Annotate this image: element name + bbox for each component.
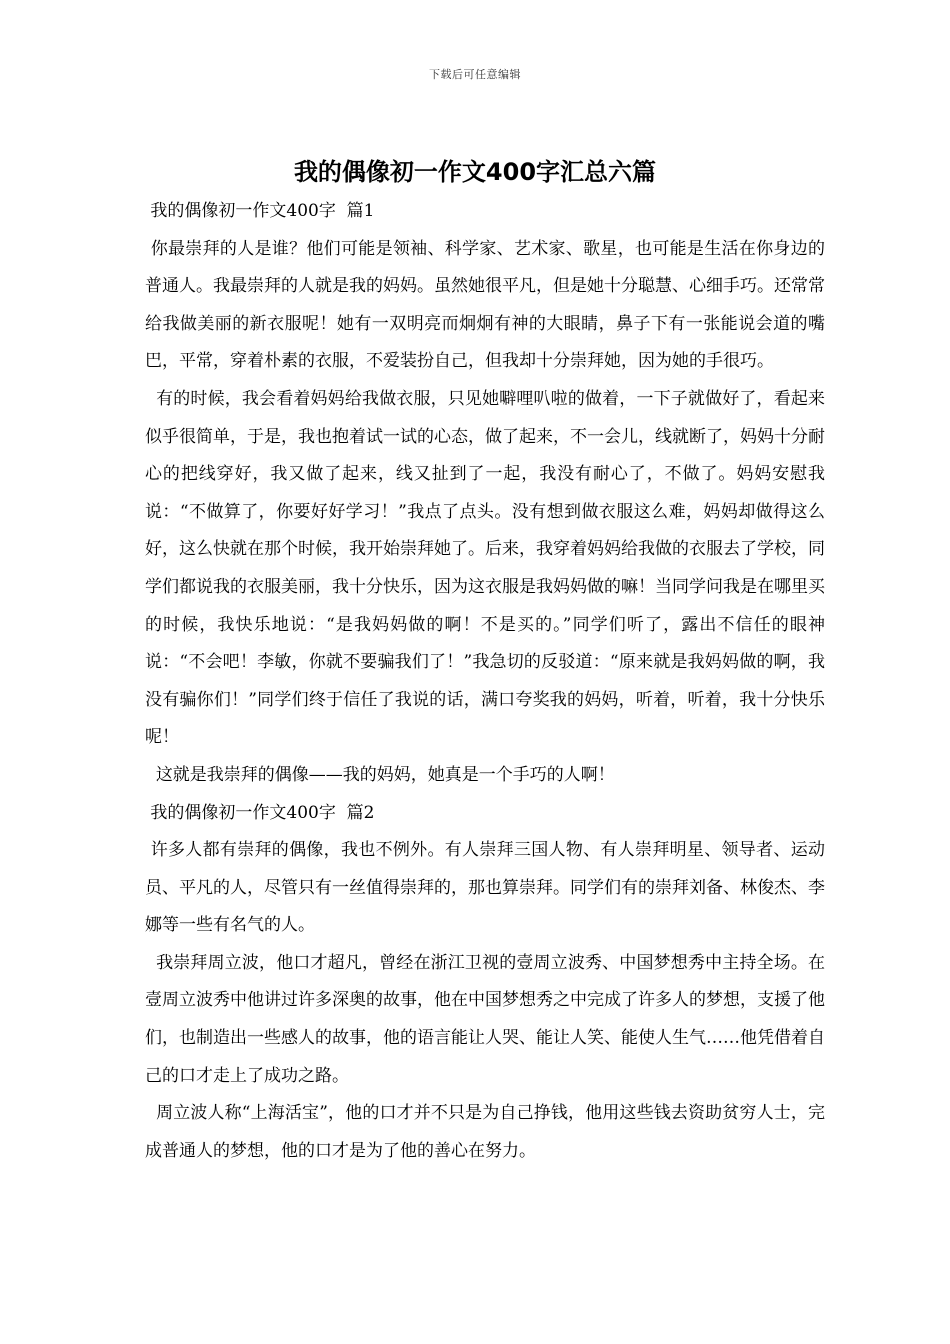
header-note: 下载后可任意编辑 (429, 68, 521, 81)
essay-heading-1: 我的偶像初一作文400字 篇1 (145, 201, 375, 221)
document-body (145, 193, 825, 1170)
paragraph: 许多人都有崇拜的偶像，我也不例外。有人崇拜三国人物、有人崇拜明星、领导者、运动员、平凡的人，尽管只有一丝值得崇拜的，那也算崇拜。同学们有的崇拜刘备、林俊杰、李娜等一些有名气的人。 (145, 840, 825, 936)
paragraph: 这就是我崇拜的偶像——我的妈妈，她真是一个手巧的人啊！ (145, 764, 615, 785)
essay-heading-2: 我的偶像初一作文400字 篇2 (145, 802, 375, 823)
paragraph: 周立波人称“上海活宝”，他的口才并不只是为自己挣钱，他用这些钱去资助贫穷人士，完成普通人的梦想，他的口才是为了他的善心在努力。 (145, 1103, 825, 1161)
document-title: 我的偶像初一作文400字汇总六篇 (293, 158, 657, 186)
paragraph: 我崇拜周立波，他口才超凡，曾经在浙江卫视的壹周立波秀、中国梦想秀中主持全场。在壹周立波秀中他讲过许多深奥的故事，他在中国梦想秀之中完成了许多人的梦想，支援了他们，也制造出一些感人的故事，他的语言能让人哭、能让人笑、能使人生气……他凭借着自己的口才走上了成功之路。 (145, 952, 826, 1086)
paragraph: 有的时候，我会看着妈妈给我做衣服，只见她噼哩叭啦的做着，一下子就做好了，看起来似乎很简单，于是，我也抱着试一试的心态，做了起来，不一会儿，线就断了，妈妈十分耐心的把线穿好，我又做了起来，线又扯到了一起，我没有耐心了，不做了。妈妈安慰我说：“不做算了，你要好好学习！”我点了点头。没有想到做衣服这么难，妈妈却做得这么好，这么快就在那个时候，我开始崇拜她了。后来，我穿着妈妈给我做的衣服去了学校，同学们都说我的衣服美丽，我十分快乐，因为这衣服是我妈妈做的嘛！当同学问我是在哪里买的时候，我快乐地说：“是我妈妈做的啊！不是买的。”同学们听了，露出不信任的眼神说：“不会吧！李敏，你就不要骗我们了！”我急切的反驳道：“原来就是我妈妈做的啊，我没有骗你们！”同学们终于信任了我说的话，满口夸奖我的妈妈，听着，听着，我十分快乐呢！ (145, 388, 826, 748)
paragraph: 你最崇拜的人是谁？他们可能是领袖、科学家、艺术家、歌星，也可能是生活在你身边的普通人。我最崇拜的人就是我的妈妈。虽然她很平凡，但是她十分聪慧、心细手巧。还常常给我做美丽的新衣服呢！她有一双明亮而炯炯有神的大眼睛，鼻子下有一张能说会道的嘴巴，平常，穿着朴素的衣服，不爱装扮自己，但我却十分崇拜她，因为她的手很巧。 (145, 238, 825, 372)
